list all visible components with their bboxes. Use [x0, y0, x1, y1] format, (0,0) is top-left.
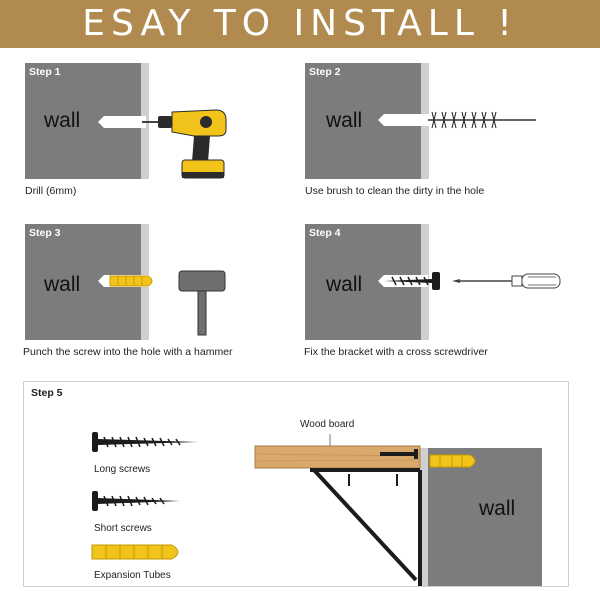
wall-label: wall [44, 109, 81, 132]
part-label-short-screws: Short screws [94, 523, 152, 534]
screwdriver-icon [452, 271, 562, 291]
wall-label: wall [326, 273, 363, 296]
step-caption: Use brush to clean the dirty in the hole [305, 185, 485, 197]
brush-icon [378, 106, 538, 136]
step-label: Step 1 [29, 66, 61, 78]
short-screw-icon [92, 490, 182, 512]
bracket-icon [310, 470, 420, 586]
step-caption: Fix the bracket with a cross screwdriver [304, 346, 488, 358]
part-label-long-screws: Long screws [94, 464, 151, 475]
expansion-tube-icon [430, 455, 475, 467]
step-label: Step 5 [31, 387, 63, 399]
drill-icon [98, 100, 238, 185]
wood-board-label: Wood board [300, 419, 355, 430]
step-label: Step 3 [29, 227, 61, 239]
step-caption: Drill (6mm) [25, 185, 77, 197]
step-label: Step 4 [309, 227, 341, 239]
hammer-icon [178, 270, 226, 336]
step-caption: Punch the screw into the hole with a hammer [23, 346, 233, 358]
title-banner [0, 0, 600, 48]
step-label: Step 2 [309, 66, 341, 78]
long-screw-icon [92, 431, 200, 453]
part-label-expansion-tubes: Expansion Tubes [94, 570, 171, 581]
bracket-assembly [240, 430, 480, 586]
wall-label: wall [44, 273, 81, 296]
expansion-tube-part-icon [92, 542, 184, 562]
expansion-tube-icon [98, 270, 158, 292]
wood-board [255, 446, 420, 468]
banner-title: ESAY TO INSTALL ! [82, 3, 518, 44]
screw-icon [378, 270, 450, 292]
wall-label: wall [479, 497, 516, 520]
short-screw-icon [349, 474, 397, 486]
wall-label: wall [326, 109, 363, 132]
